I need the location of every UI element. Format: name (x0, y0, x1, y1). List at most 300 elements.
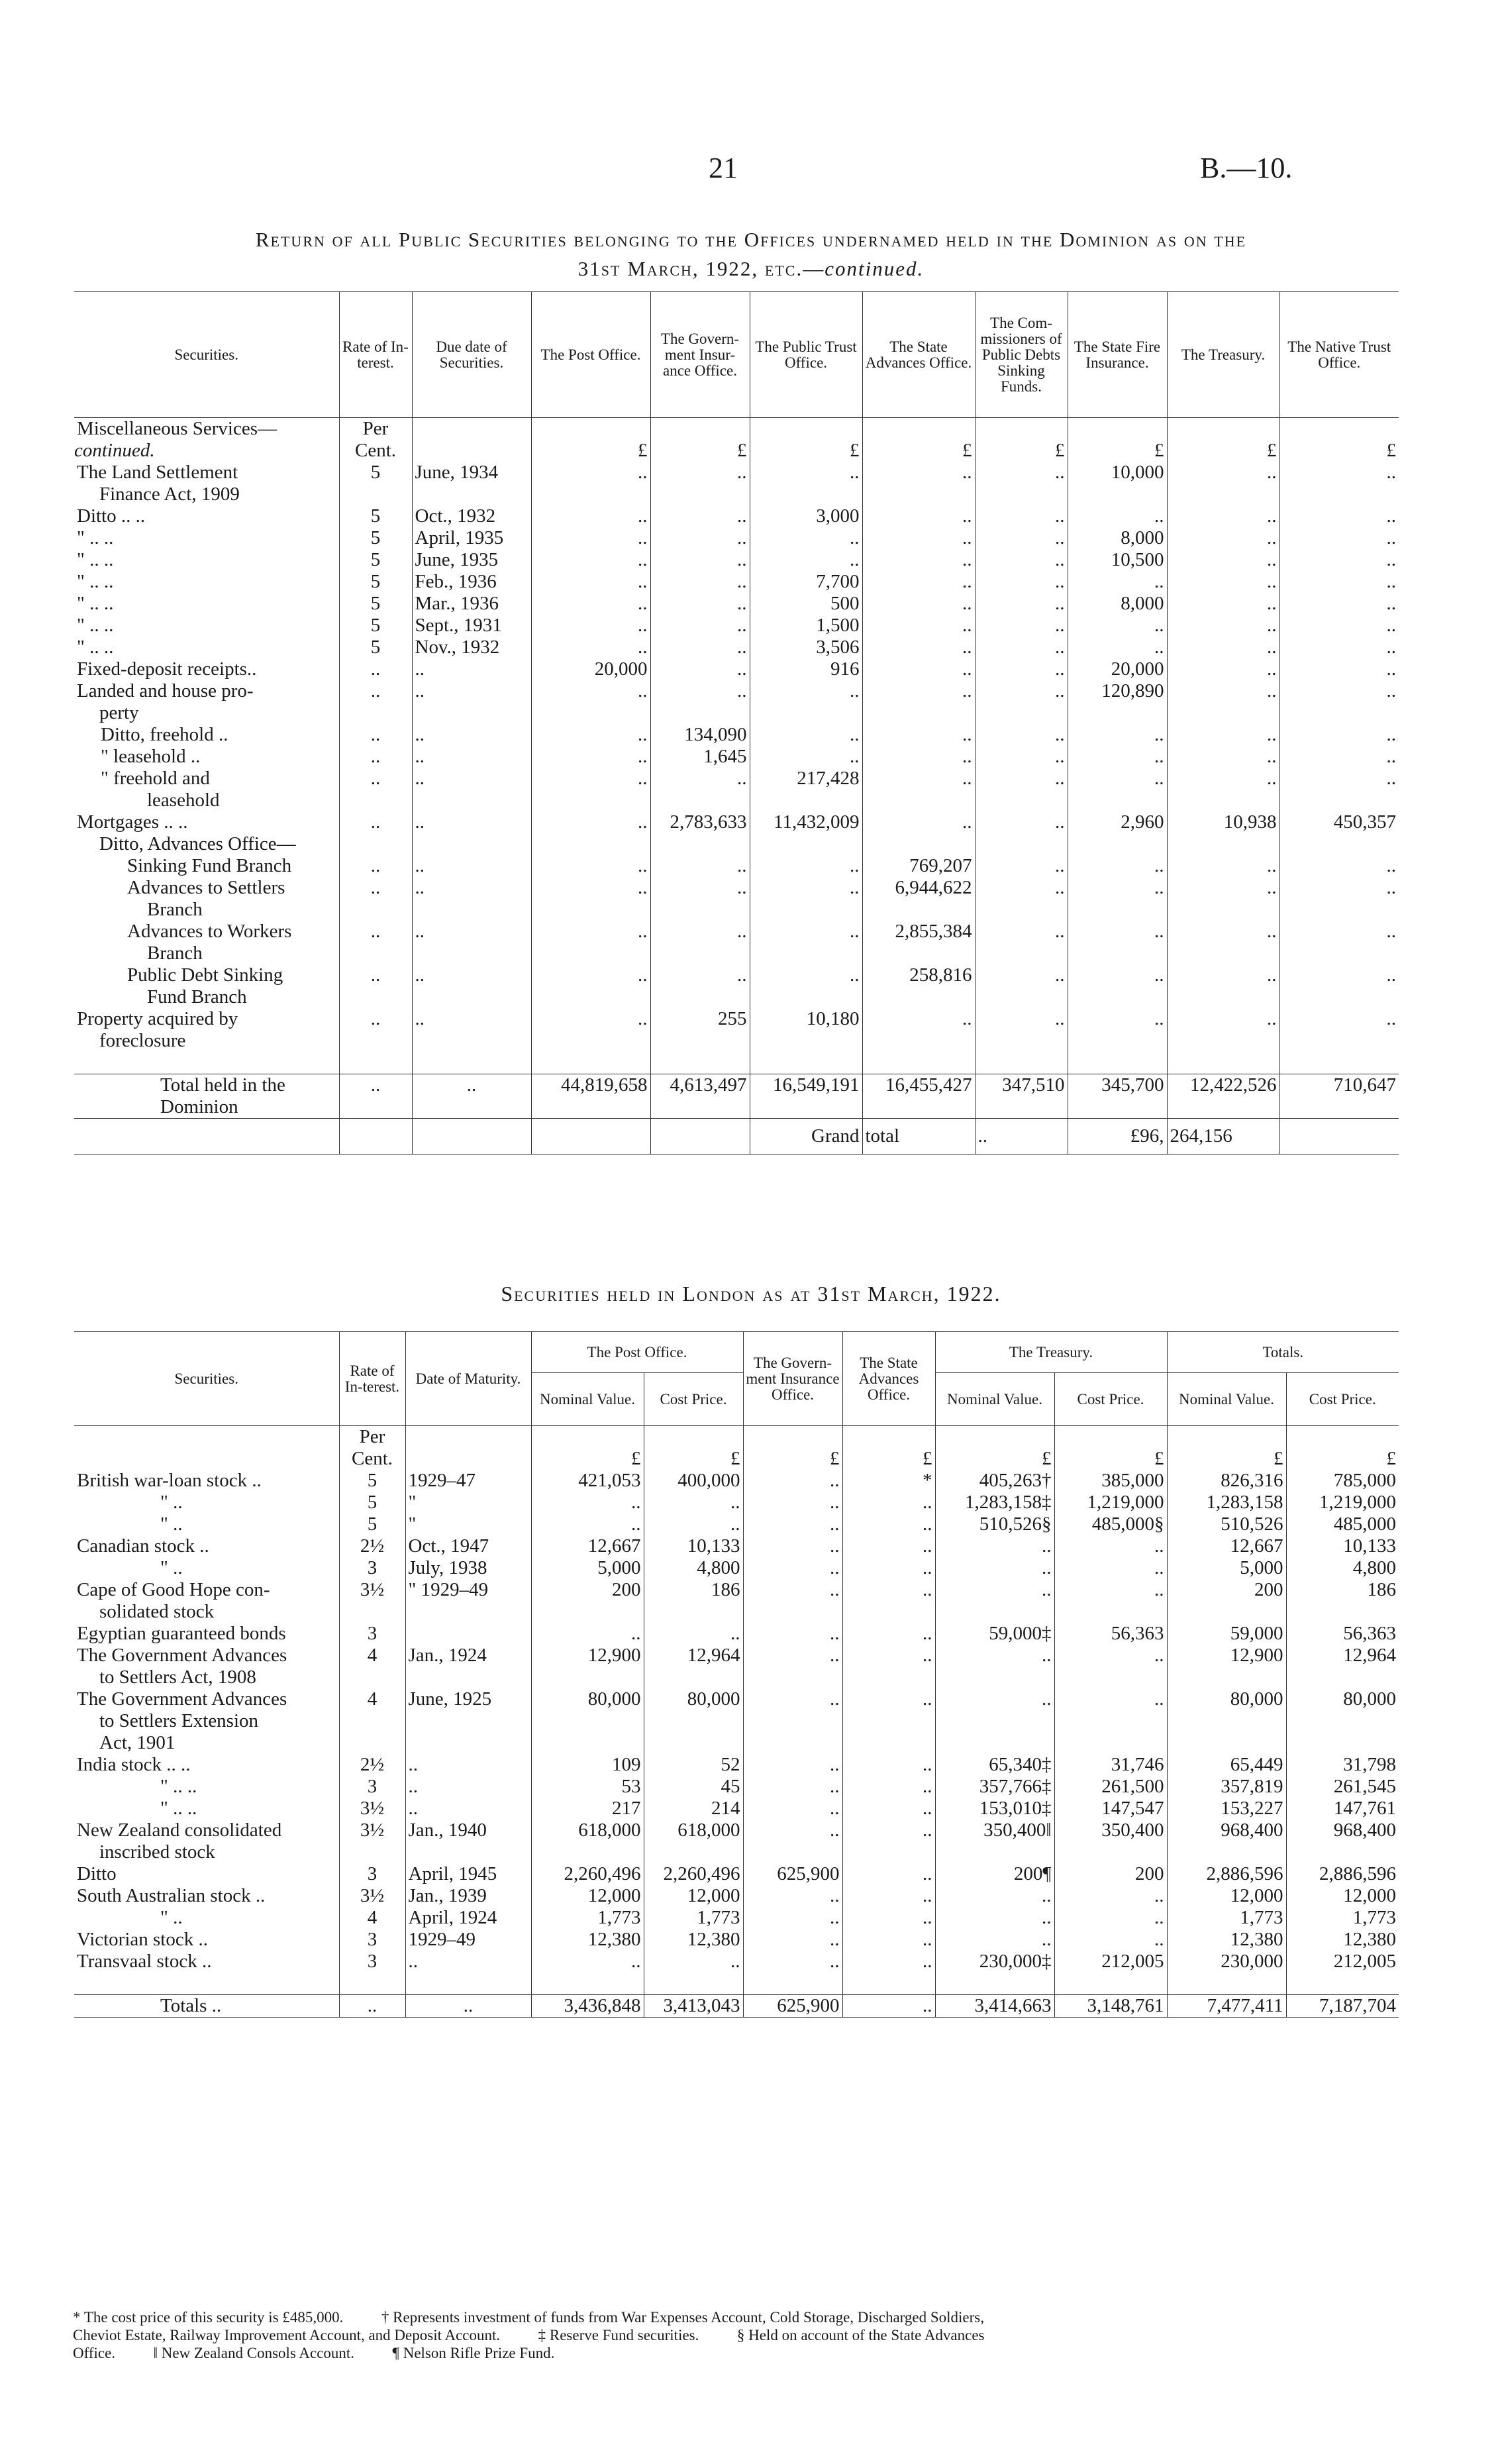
dominion-value (1279, 790, 1399, 811)
dominion-value: .. (750, 462, 862, 484)
row-label: " .. .. (77, 527, 114, 548)
row-rate: 3 (339, 1557, 405, 1579)
london-value: 12,000 (531, 1885, 644, 1907)
row-date: June, 1934 (412, 462, 531, 484)
dominion-value: .. (1167, 549, 1279, 571)
row-label: Miscellaneous Services— (77, 418, 277, 439)
row-date (412, 440, 531, 462)
dominion-value (975, 418, 1068, 440)
row-label: " .. .. (160, 1776, 197, 1797)
row-label: foreclosure (99, 1030, 186, 1051)
row-date (412, 702, 531, 724)
london-value: 12,380 (1167, 1929, 1286, 1951)
dominion-value: .. (1068, 637, 1167, 658)
london-value (842, 1841, 935, 1863)
dominion-value (1167, 899, 1279, 921)
row-date (405, 1448, 531, 1470)
london-value: 2,260,496 (644, 1863, 743, 1885)
footnote-line-2: Cheviot Estate, Railway Improvement Account, and Deposit Account. ‡ Reserve Fund securities. § Held on account of the State Advances (73, 2327, 985, 2343)
dominion-value: 3,506 (750, 637, 862, 658)
row-label: Branch (147, 899, 203, 920)
dominion-value: .. (862, 680, 975, 702)
row-rate: Per (339, 418, 412, 440)
london-value: .. (743, 1776, 842, 1798)
dominion-value (650, 986, 750, 1008)
row-date: Nov., 1932 (412, 637, 531, 658)
row-date (412, 790, 531, 811)
dominion-value: .. (1279, 1008, 1399, 1030)
london-value (644, 1667, 743, 1688)
total-value: 3,413,043 (644, 1995, 743, 2018)
london-value: 421,053 (531, 1470, 644, 1492)
london-value (1054, 1710, 1167, 1732)
dominion-value (975, 986, 1068, 1008)
london-value (644, 1710, 743, 1732)
london-value (1286, 1710, 1399, 1732)
row-rate: .. (339, 746, 412, 768)
london-value: 1,219,000 (1286, 1492, 1399, 1514)
table-row (74, 1688, 1399, 1710)
spacer-cell (1167, 1052, 1279, 1074)
table-row (74, 964, 1399, 986)
table-header-row (74, 292, 1399, 418)
col2-treasury-nominal: Nominal Value. (935, 1373, 1054, 1426)
row-date (405, 1426, 531, 1449)
london-value (1286, 1841, 1399, 1863)
dominion-value (650, 943, 750, 964)
london-value (842, 1601, 935, 1623)
london-value: .. (842, 1907, 935, 1929)
london-value: .. (743, 1951, 842, 1973)
london-value: .. (743, 1929, 842, 1951)
dominion-value: .. (531, 527, 650, 549)
dominion-value: .. (975, 571, 1068, 593)
london-value: 186 (644, 1579, 743, 1601)
row-label: " .. .. (77, 549, 114, 570)
row-rate: .. (339, 724, 412, 746)
dominion-value: .. (975, 877, 1068, 899)
total-date: .. (405, 1995, 531, 2018)
row-label: The Government Advances (77, 1645, 287, 1666)
dominion-value: .. (650, 505, 750, 527)
row-rate: 5 (339, 549, 412, 571)
dominion-value: .. (975, 549, 1068, 571)
london-value: £ (644, 1448, 743, 1470)
dominion-value (650, 484, 750, 505)
london-value: .. (644, 1951, 743, 1973)
row-date: .. (412, 724, 531, 746)
col2-securities: Securities. (174, 1370, 238, 1387)
row-date: " 1929–49 (405, 1579, 531, 1601)
london-value: .. (842, 1798, 935, 1820)
dominion-value (1068, 790, 1167, 811)
row-date (412, 899, 531, 921)
row-date (405, 1667, 531, 1688)
dominion-value: .. (1068, 615, 1167, 637)
dominion-value: .. (975, 615, 1068, 637)
total-label: Totals .. (160, 1995, 222, 2016)
london-value: .. (1054, 1535, 1167, 1557)
dominion-value: .. (1068, 505, 1167, 527)
dominion-value: .. (1167, 615, 1279, 637)
london-value (1167, 1601, 1286, 1623)
dominion-value (750, 833, 862, 855)
dominion-value: .. (1279, 527, 1399, 549)
london-value (644, 1426, 743, 1449)
col-post-office: The Post Office. (531, 292, 650, 418)
table-row (74, 1008, 1399, 1030)
table-row (74, 615, 1399, 637)
london-value: 10,133 (644, 1535, 743, 1557)
row-rate: 4 (339, 1907, 405, 1929)
london-value: 350,400 (1054, 1820, 1167, 1841)
london-value: 1,773 (531, 1907, 644, 1929)
london-value: .. (935, 1535, 1054, 1557)
row-label: " .. .. (77, 637, 114, 658)
table-row (74, 549, 1399, 571)
dominion-value (1068, 702, 1167, 724)
row-date (405, 1710, 531, 1732)
dominion-value: 7,700 (750, 571, 862, 593)
grand-total-text: £96, (1068, 1119, 1167, 1155)
london-value: 968,400 (1286, 1820, 1399, 1841)
london-table-title: Securities held in London as at 31st March, 1922. (501, 1282, 1001, 1306)
col-government-insurance: The Govern-ment Insur-ance Office. (650, 292, 750, 418)
table-row (74, 1754, 1399, 1776)
table-row (74, 1776, 1399, 1798)
dominion-value (1167, 943, 1279, 964)
london-value: 45 (644, 1776, 743, 1798)
row-rate: .. (339, 1008, 412, 1030)
london-value: .. (743, 1688, 842, 1710)
london-value: 80,000 (531, 1688, 644, 1710)
total-value: 16,455,427 (862, 1074, 975, 1119)
london-value: .. (842, 1929, 935, 1951)
dominion-value: 1,500 (750, 615, 862, 637)
dominion-value: .. (650, 964, 750, 986)
table-row (74, 833, 1399, 855)
spacer-cell (1286, 1973, 1399, 1995)
table-row (74, 768, 1399, 790)
row-rate (339, 1710, 405, 1732)
dominion-value: 450,357 (1279, 811, 1399, 833)
row-rate: 3½ (339, 1579, 405, 1601)
london-value: 625,900 (743, 1863, 842, 1885)
row-label: New Zealand consolidated (77, 1820, 282, 1841)
dominion-value (750, 790, 862, 811)
dominion-value: .. (650, 615, 750, 637)
table-row (74, 1667, 1399, 1688)
row-label (74, 1448, 339, 1470)
row-rate (339, 484, 412, 505)
dominion-value: .. (1279, 964, 1399, 986)
table-row (74, 877, 1399, 899)
london-value: 217 (531, 1798, 644, 1820)
table-row (74, 1798, 1399, 1820)
dominion-value: .. (1167, 921, 1279, 943)
dominion-value: .. (750, 724, 862, 746)
row-rate: Per (339, 1426, 405, 1449)
dominion-value: .. (650, 637, 750, 658)
row-date: Oct., 1932 (412, 505, 531, 527)
dominion-value: .. (975, 746, 1068, 768)
table-row (74, 1514, 1399, 1535)
london-value (935, 1601, 1054, 1623)
dominion-value: .. (862, 462, 975, 484)
table-row (74, 1030, 1399, 1052)
total-value: 347,510 (975, 1074, 1068, 1119)
row-rate (339, 986, 412, 1008)
london-value: .. (842, 1579, 935, 1601)
london-value: .. (743, 1514, 842, 1535)
london-value: .. (935, 1579, 1054, 1601)
london-value: 12,964 (1286, 1645, 1399, 1667)
row-rate (339, 1601, 405, 1623)
dominion-value (531, 484, 650, 505)
grand-total-text: 264,156 (1167, 1119, 1279, 1155)
dominion-value (531, 986, 650, 1008)
row-label: India stock .. .. (77, 1754, 191, 1775)
row-date (405, 1841, 531, 1863)
london-value (1054, 1426, 1167, 1449)
row-date: Feb., 1936 (412, 571, 531, 593)
dominion-value (862, 702, 975, 724)
dominion-value: .. (531, 877, 650, 899)
dominion-value: .. (531, 593, 650, 615)
london-value: 2,260,496 (531, 1863, 644, 1885)
spacer-cell (750, 1052, 862, 1074)
dominion-value: .. (650, 527, 750, 549)
dominion-value: .. (862, 811, 975, 833)
dominion-value: .. (1167, 571, 1279, 593)
dominion-value: .. (1068, 964, 1167, 986)
dominion-value: 2,855,384 (862, 921, 975, 943)
grand-total-empty (339, 1119, 412, 1155)
row-date: .. (412, 811, 531, 833)
london-value: 1,773 (644, 1907, 743, 1929)
dominion-value (1068, 1030, 1167, 1052)
london-value: * (842, 1470, 935, 1492)
dominion-value: 2,783,633 (650, 811, 750, 833)
dominion-value: .. (975, 637, 1068, 658)
dominion-value: 258,816 (862, 964, 975, 986)
dominion-value: .. (975, 768, 1068, 790)
dominion-value: .. (750, 877, 862, 899)
dominion-value (750, 943, 862, 964)
dominion-value: .. (650, 855, 750, 877)
london-value: .. (842, 1820, 935, 1841)
row-rate: 5 (339, 571, 412, 593)
london-value: 261,545 (1286, 1776, 1399, 1798)
col2-post-office: The Post Office. (531, 1332, 743, 1373)
dominion-value (531, 833, 650, 855)
london-value: .. (743, 1798, 842, 1820)
london-value: .. (644, 1492, 743, 1514)
london-value (842, 1710, 935, 1732)
dominion-value: .. (1279, 637, 1399, 658)
row-date: .. (412, 855, 531, 877)
london-value: 200 (1054, 1863, 1167, 1885)
table-row (74, 527, 1399, 549)
row-rate (339, 1030, 412, 1052)
row-date: Jan., 1924 (405, 1645, 531, 1667)
dominion-value: .. (531, 680, 650, 702)
london-value: 147,547 (1054, 1798, 1167, 1820)
footnote-line-1: * The cost price of this security is £485,000. † Represents investment of funds from War Expenses Account, Cold Storage, Discharged Soldiers, (73, 2309, 985, 2326)
table-row (74, 637, 1399, 658)
table-row (74, 680, 1399, 702)
dominion-value: .. (975, 505, 1068, 527)
row-rate: 4 (339, 1688, 405, 1710)
london-value (935, 1732, 1054, 1754)
table-row (74, 724, 1399, 746)
row-date: Oct., 1947 (405, 1535, 531, 1557)
table-row (74, 986, 1399, 1008)
row-rate: 3½ (339, 1885, 405, 1907)
row-date: .. (412, 1008, 531, 1030)
london-value: .. (842, 1951, 935, 1973)
row-date (412, 833, 531, 855)
table-row (74, 1841, 1399, 1863)
dominion-value: 10,938 (1167, 811, 1279, 833)
dominion-value (750, 986, 862, 1008)
row-date: " (405, 1514, 531, 1535)
dominion-value: .. (1279, 505, 1399, 527)
row-date (405, 1732, 531, 1754)
row-date: .. (405, 1798, 531, 1820)
row-label: " leasehold .. (101, 746, 201, 767)
london-value: 12,900 (1167, 1645, 1286, 1667)
row-label: solidated stock (99, 1601, 215, 1622)
dominion-value (975, 833, 1068, 855)
row-date: .. (412, 746, 531, 768)
dominion-value: .. (650, 658, 750, 680)
row-label (74, 1426, 339, 1449)
dominion-value: .. (975, 811, 1068, 833)
col-due-date: Due date of Securities. (412, 292, 531, 418)
london-value (644, 1841, 743, 1863)
total-value: 3,414,663 (935, 1995, 1054, 2018)
row-rate (339, 1841, 405, 1863)
col2-treasury: The Treasury. (935, 1332, 1167, 1373)
london-value: .. (743, 1885, 842, 1907)
london-value (531, 1426, 644, 1449)
row-date: June, 1925 (405, 1688, 531, 1710)
dominion-value (650, 1030, 750, 1052)
dominion-value: .. (1068, 855, 1167, 877)
london-value (1286, 1667, 1399, 1688)
dominion-value (862, 1030, 975, 1052)
london-value: .. (531, 1492, 644, 1514)
grand-total-text: Grand (750, 1119, 862, 1155)
table-row (74, 1557, 1399, 1579)
london-value: £ (1167, 1448, 1286, 1470)
dominion-value (975, 899, 1068, 921)
col-treasury: The Treasury. (1167, 292, 1279, 418)
row-rate: .. (339, 921, 412, 943)
london-value (1286, 1426, 1399, 1449)
dominion-value: .. (650, 593, 750, 615)
london-value: .. (842, 1645, 935, 1667)
row-rate: 3 (339, 1623, 405, 1645)
row-date: April, 1924 (405, 1907, 531, 1929)
grand-total-text: .. (975, 1119, 1068, 1155)
row-date: June, 1935 (412, 549, 531, 571)
row-label: Finance Act, 1909 (99, 484, 240, 505)
row-rate: 5 (339, 637, 412, 658)
total-row (74, 1995, 1399, 2018)
london-value: 385,000 (1054, 1470, 1167, 1492)
london-value: .. (842, 1492, 935, 1514)
row-date: " (405, 1492, 531, 1514)
row-rate: .. (339, 658, 412, 680)
row-date: Sept., 1931 (412, 615, 531, 637)
dominion-value: .. (531, 637, 650, 658)
table-row (74, 1601, 1399, 1623)
london-value: 405,263† (935, 1470, 1054, 1492)
dominion-value: 1,645 (650, 746, 750, 768)
london-value: .. (743, 1907, 842, 1929)
dominion-value (650, 833, 750, 855)
dominion-value: .. (1279, 724, 1399, 746)
dominion-value: .. (1167, 877, 1279, 899)
row-rate: 5 (339, 505, 412, 527)
table-row (74, 1448, 1399, 1470)
spacer-cell (74, 1052, 339, 1074)
row-date: Mar., 1936 (412, 593, 531, 615)
dominion-value: .. (1279, 921, 1399, 943)
london-value: 485,000§ (1054, 1514, 1167, 1535)
dominion-value: 8,000 (1068, 593, 1167, 615)
london-value: 153,010‡ (935, 1798, 1054, 1820)
row-label: South Australian stock .. (77, 1885, 266, 1906)
london-value (1054, 1841, 1167, 1863)
table-row (74, 1535, 1399, 1557)
dominion-value: .. (531, 549, 650, 571)
grand-total-empty (1279, 1119, 1399, 1155)
dominion-value (1167, 1030, 1279, 1052)
dominion-value: .. (1167, 637, 1279, 658)
london-value: 200 (531, 1579, 644, 1601)
row-date (412, 986, 531, 1008)
title-line-1: Return of all Public Securities belonging to the Offices undernamed held in the Dominion as on the (255, 228, 1247, 251)
london-value: 1,283,158‡ (935, 1492, 1054, 1514)
dominion-value: .. (750, 680, 862, 702)
dominion-value: .. (531, 855, 650, 877)
london-value: 12,964 (644, 1645, 743, 1667)
london-value (935, 1710, 1054, 1732)
dominion-value: 217,428 (750, 768, 862, 790)
row-date: April, 1935 (412, 527, 531, 549)
dominion-value (975, 790, 1068, 811)
london-value (531, 1601, 644, 1623)
row-rate: 2½ (339, 1754, 405, 1776)
dominion-value (862, 833, 975, 855)
dominion-value: .. (750, 549, 862, 571)
dominion-value: .. (750, 964, 862, 986)
row-date: Jan., 1939 (405, 1885, 531, 1907)
london-value: .. (743, 1645, 842, 1667)
row-rate: 5 (339, 462, 412, 484)
dominion-value (531, 943, 650, 964)
spacer-cell (339, 1973, 405, 1995)
dominion-value: .. (650, 680, 750, 702)
row-date: .. (412, 658, 531, 680)
dominion-value (862, 418, 975, 440)
dominion-value (1279, 1030, 1399, 1052)
row-date: April, 1945 (405, 1863, 531, 1885)
dominion-value: .. (750, 921, 862, 943)
